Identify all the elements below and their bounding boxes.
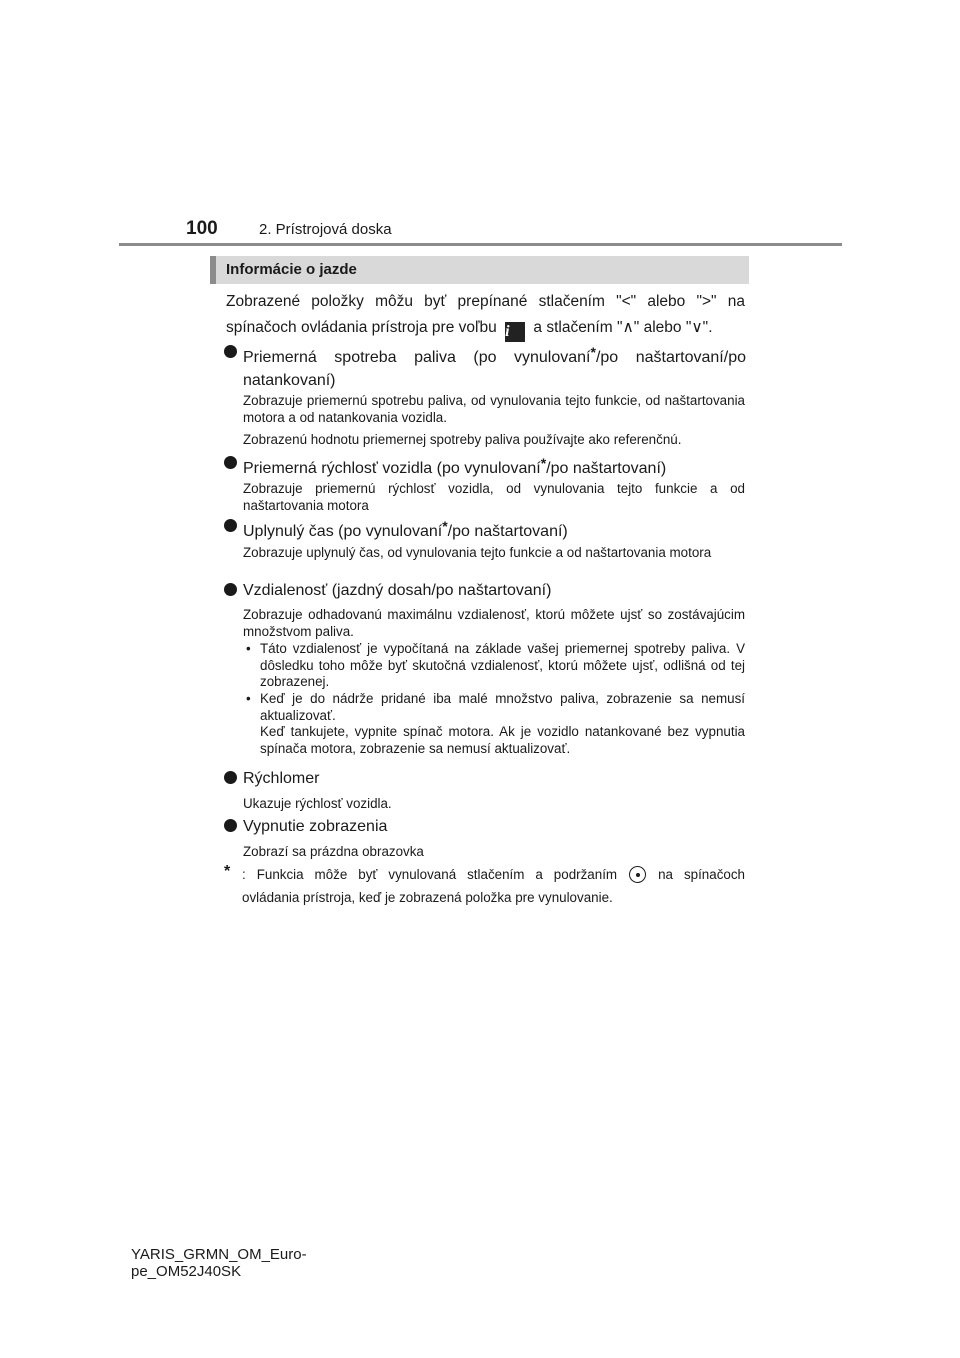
list-item: [224, 767, 746, 790]
list-item: [224, 341, 746, 392]
item-title: Priemerná rýchlosť vozidla (po vynulovaní*/po naštartovaní): [243, 455, 667, 477]
info-icon: i: [505, 322, 525, 342]
item-title: Vzdialenosť (jazdný dosah/po naštartovaní): [243, 582, 552, 599]
item-title: Priemerná spotreba paliva (po vynulovaní*/po naštartovaní/po natankovaní): [243, 344, 746, 389]
intro-paragraph: [226, 289, 745, 342]
list-item: [224, 452, 746, 480]
document-id-line-1: YARIS_GRMN_OM_Euro-: [131, 1246, 307, 1263]
sub-bullet: •: [246, 641, 251, 656]
asterisk-marker: *: [540, 455, 547, 471]
asterisk-marker: *: [590, 344, 596, 360]
sub-point: • Keď je do nádrže pridané iba malé množstvo paliva, zobrazenie sa nemusí aktualizovať.: [246, 691, 745, 723]
bullet-icon: [224, 456, 237, 469]
bullet-icon: [224, 819, 237, 832]
item-title: Rýchlomer: [243, 770, 320, 787]
item-title: Vypnutie zobrazenia: [243, 818, 388, 835]
footnote: [224, 863, 745, 909]
footnote-text-2: na spínačoch ovládania prístroja, keď je zobrazená položka pre vynulovanie.: [242, 867, 745, 905]
bullet-icon: [224, 345, 237, 358]
sub-bullet: •: [246, 691, 251, 706]
header-divider: [119, 243, 842, 246]
section-title: Informácie o jazde: [226, 261, 357, 278]
dot-button-icon: [629, 866, 646, 883]
footnote-marker: *: [224, 863, 231, 880]
bullet-icon: [224, 771, 237, 784]
item-description: Zobrazí sa prázdna obrazovka: [243, 844, 424, 859]
intro-text-1: Zobrazené položky môžu byť prepínané stlačením "<" alebo ">" na spínačoch ovládania prístroja pre voľbu: [226, 293, 745, 336]
document-id-line-2: pe_OM52J40SK: [131, 1263, 242, 1280]
document-id: [131, 1246, 307, 1280]
intro-text-2: a stlačením "∧" alebo "∨".: [533, 319, 713, 336]
bullet-icon: [224, 583, 237, 596]
sub-note: Keď tankujete, vypnite spínač motora. Ak je vozidlo natankované bez vypnutia spínača motora, zobrazenie sa nemusí aktualizovať.: [260, 724, 745, 756]
item-description: Zobrazuje priemernú spotrebu paliva, od vynulovania tejto funkcie, od naštartovania motora a od natankovania vozidla.: [243, 393, 745, 425]
list-item: [224, 815, 746, 838]
section-heading-bar: [210, 256, 749, 284]
sub-point: • Táto vzdialenosť je vypočítaná na základe vašej priemernej spotreby paliva. V dôsledku toho môže byť skutočná vzdialenosť, ktorú môžete ujsť, odlišná od tej zobrazenej.: [246, 641, 745, 689]
chapter-title: 2. Prístrojová doska: [259, 221, 392, 238]
footnote-text-1: : Funkcia môže byť vynulovaná stlačením a podržaním: [242, 867, 618, 882]
bullet-icon: [224, 519, 237, 532]
item-title: Uplynulý čas (po vynulovaní*/po naštartovaní): [243, 518, 568, 540]
list-item: [224, 579, 746, 602]
item-description: Ukazuje rýchlosť vozidla.: [243, 796, 392, 811]
item-description: Zobrazuje odhadovanú maximálnu vzdialenosť, ktorú môžete ujsť so zostávajúcim množstvom paliva.: [243, 607, 745, 639]
page-number: 100: [186, 218, 218, 239]
list-item: [224, 515, 746, 543]
item-description: Zobrazenú hodnotu priemernej spotreby paliva používajte ako referenčnú.: [243, 432, 682, 447]
item-description: Zobrazuje priemernú rýchlosť vozidla, od vynulovania tejto funkcie a od naštartovania motora: [243, 481, 745, 513]
asterisk-marker: *: [442, 518, 448, 534]
item-description: Zobrazuje uplynulý čas, od vynulovania tejto funkcie a od naštartovania motora: [243, 545, 712, 560]
